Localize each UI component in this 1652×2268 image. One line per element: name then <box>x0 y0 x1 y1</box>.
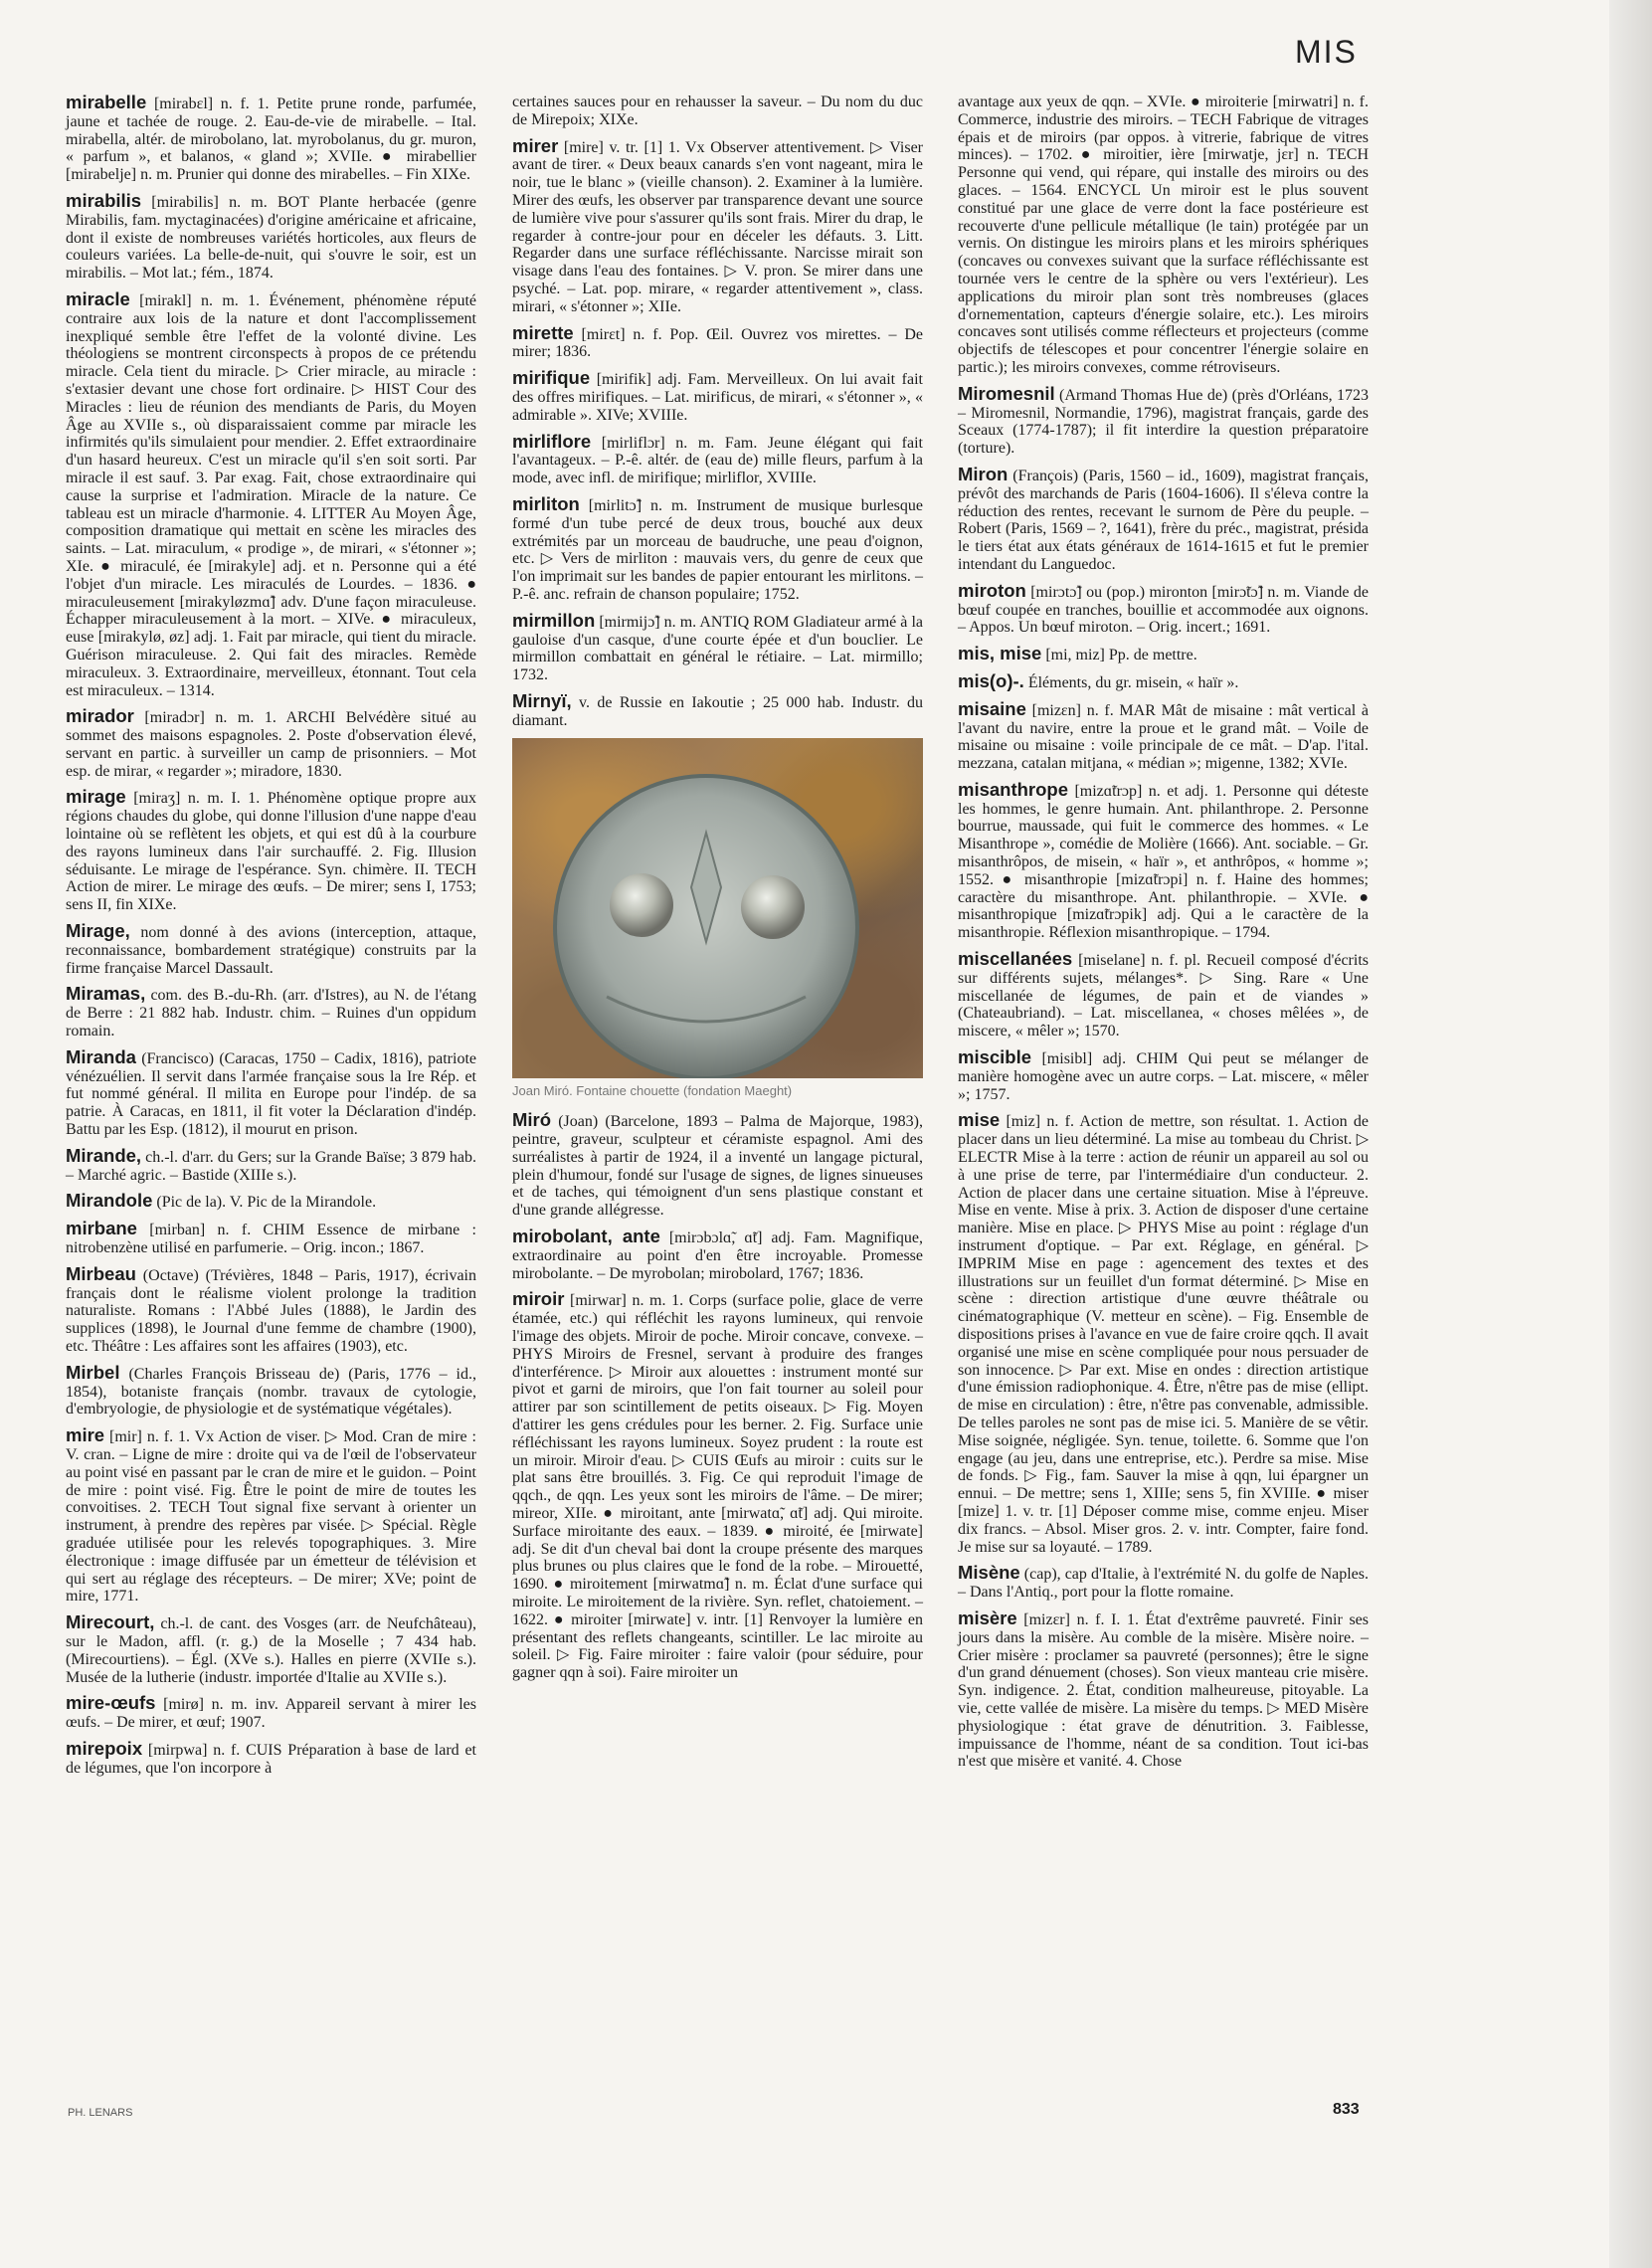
dictionary-entry <box>512 1290 923 1682</box>
entry-definition: (Armand Thomas Hue de) (près d'Orléans, 1723 – Miromesnil, Normandie, 1796), magistrat français, garde des Sceaux (1774-1787); il fit interdire la question préparatoire (torture). <box>958 386 1369 458</box>
entry-definition: (cap), cap d'Italie, à l'extrémité N. du golfe de Naples. – Dans l'Antiq., port pour la flotte romaine. <box>958 1566 1369 1602</box>
entry-definition: [mizɑ̃trɔp] n. et adj. 1. Personne qui déteste les hommes, le genre humain. Ant. philanthrope. 2. Personne bourrue, maussade, qui fuit le commerce des hommes. « Le Misanthrope », comédie de Molière (1666). Ant. sociable. – Gr. misanthrôpos, de misein, « haïr », et anthrôpos, « homme »; 1552. ● misanthropie [mizɑ̃trɔpi] n. f. Haine des hommes; caractère du misanthrope. Ant. philanthropie. – XVIe. ● misanthropique [mizɑ̃trɔpik] adj. Qui a le caractère de la misanthropie. Réflexion misanthropique. – 1794. <box>958 782 1369 942</box>
entry-definition: [mirban] n. f. CHIM Essence de mirbane : nitrobenzène utilisé en parfumerie. – Orig. incon.; 1867. <box>66 1222 476 1257</box>
dictionary-entry <box>958 579 1369 637</box>
entry-definition: (Joan) (Barcelone, 1893 – Palma de Majorque, 1983), peintre, graveur, sculpteur et céramiste espagnol. Ami des surréalistes à partir de 1924, il a inventé un langage pictural, plein d'humour, fondé sur l'usage de signes, de lignes sinueuses et de taches, qui témoignent d'un sens plastique constant et d'une grande allégresse. <box>512 1113 923 1220</box>
entry-definition: [mirliflɔr] n. m. Fam. Jeune élégant qui fait l'avantageux. – P.-ê. altér. de (eau de) mille fleurs, parfum à la mode, avec infl. de mirifique; mirliflor, XVIIIe. <box>512 434 923 487</box>
entry-definition: [mirpwa] n. f. CUIS Préparation à base de lard et de légumes, que l'on incorpore à <box>66 1741 476 1777</box>
entry-headword: miscellanées <box>958 948 1073 970</box>
dictionary-entry <box>66 94 476 184</box>
owl-right-eye <box>741 875 805 939</box>
dictionary-entry <box>512 1111 923 1220</box>
entry-definition: nom donné à des avions (interception, attaque, reconnaissance, bombardement stratégique) construits par la firme française Marcel Dassault. <box>66 924 476 977</box>
entry-headword: Miron <box>958 463 1009 484</box>
dictionary-entry <box>66 707 476 780</box>
owl-sculpture-image <box>512 738 923 1078</box>
entry-headword: mise <box>958 1109 1001 1131</box>
entry-headword: mirette <box>512 321 574 343</box>
dictionary-entry <box>66 985 476 1040</box>
dictionary-entry <box>66 1192 476 1212</box>
running-head: MIS <box>1295 34 1358 70</box>
entry-definition: [mir] n. f. 1. Vx Action de viser. ▷ Mod. Cran de mire : V. cran. – Ligne de mire : droite qui va de l'œil de l'observateur au point visé en passant par le cran de mire et le guidon. – Point de mire : point visé. Fig. Être le point de mire de toutes les convoitises. 2. TECH Tout signal fixe servant à orienter un instrument, à prendre des repères par visée. ▷ Spécial. Règle graduée utilisée pour les relevés topographiques. 3. Mire électronique : image diffusée par un émetteur de télévision et qui sert au réglage des récepteurs. – De mirer; XVe; point de mire, 1771. <box>66 1428 476 1606</box>
entry-definition: Éléments, du gr. misein, « haïr ». <box>1023 673 1239 691</box>
page-edge-shadow <box>1609 0 1652 2268</box>
entry-headword: Miramas, <box>66 983 146 1005</box>
entry-headword: miscible <box>958 1046 1032 1068</box>
entry-definition: [mirabɛl] n. f. 1. Petite prune ronde, parfumée, jaune et tachée de rouge. 2. Eau-de-vie de mirabelle. – Ital. mirabella, altér. de mirobolano, lat. myrobolanus, du gr. muron, « parfum », et balanos, « gland »; XVIIe. ● mirabellier [mirabelje] n. m. Prunier qui donne des mirabelles. – Fin XIXe. <box>66 95 476 184</box>
entry-headword: mirmillon <box>512 609 596 631</box>
entry-headword: Mirbel <box>66 1361 120 1383</box>
dictionary-entry <box>512 369 923 424</box>
dictionary-entry <box>512 689 923 730</box>
column-1 <box>66 94 476 1786</box>
entry-headword: mire-œufs <box>66 1692 156 1714</box>
dictionary-entry <box>958 1564 1369 1602</box>
entry-headword: mis(o)-. <box>958 669 1024 691</box>
entry-definition: [mirabilis] n. m. BOT Plante herbacée (genre Mirabilis, fam. myctaginacées) d'origine américaine et africaine, dont il existe de nombreuses variétés horticoles, aux fleurs de couleurs variées. La belle-de-nuit, qui s'ouvre le soir, est un mirabilis. – Mot lat.; fém., 1874. <box>66 193 476 283</box>
entry-definition: [mirø] n. m. inv. Appareil servant à mirer les œufs. – De mirer, et œuf; 1907. <box>66 1696 476 1732</box>
entry-definition: (Charles François Brisseau de) (Paris, 1776 – id., 1854), botaniste français (nombr. travaux de cytologie, d'embryologie, de physiologie et de systématique végétales). <box>66 1365 476 1418</box>
dictionary-entry <box>958 645 1369 664</box>
entry-headword: misanthrope <box>958 778 1069 800</box>
entry-headword: mirliflore <box>512 430 592 452</box>
dictionary-entry <box>958 1606 1369 1771</box>
entry-headword: mis, mise <box>958 643 1042 664</box>
dictionary-entry <box>66 1144 476 1185</box>
photo-caption: Joan Miró. Fontaine chouette (fondation Maeght) <box>512 1082 793 1098</box>
entry-definition: [miradɔr] n. m. 1. ARCHI Belvédère situé au sommet des maisons espagnoles. 2. Poste d'observation élevé, servant en partic. à surveiller un camp de prisonniers. – Mot esp. de mirar, « regarder »; miradore, 1830. <box>66 709 476 780</box>
entry-headword: mirador <box>66 705 134 727</box>
page-number: 833 <box>1333 2101 1360 2118</box>
dictionary-entry <box>512 321 923 362</box>
dictionary-entry <box>66 788 476 914</box>
dictionary-entry <box>66 1220 476 1257</box>
entry-headword: misère <box>958 1606 1017 1628</box>
entry-definition: [mirifik] adj. Fam. Merveilleux. On lui avait fait des offres mirifiques. – Lat. mirificus, de mirari, « s'étonner », « admirable ». XIVe; XVIIIe. <box>512 371 923 424</box>
entry-headword: miroir <box>512 1288 565 1310</box>
dictionary-entry <box>66 1737 476 1778</box>
dictionary-entry <box>958 382 1369 458</box>
dictionary-entry <box>66 1613 476 1686</box>
entry-definition: certaines sauces pour en rehausser la saveur. – Du nom du duc de Mirepoix; XIXe. <box>512 94 923 128</box>
entry-definition: com. des B.-du-Rh. (arr. d'Istres), au N. de l'étang de Berre : 21 882 hab. Industr. chim. – Ruines d'un oppidum romain. <box>66 987 476 1040</box>
entry-definition: [mizɛr] n. f. I. 1. État d'extrême pauvreté. Finir ses jours dans la misère. Au comble de la misère. Misère noire. – Crier misère : proclamer sa pauvreté (personnes); être le signe d'un grand dénuement (choses). Son vieux manteau crie misère. Syn. indigence. 2. État, condition malheureuse, pitoyable. La vie, cette vallée de misère. La misère du temps. ▷ MED Misère physiologique : état grave de dénutrition. 3. Faiblesse, impuissance de l'homme, néant de sa condition. Tout ici-bas n'est que misère et vanité. 4. Chose <box>958 1610 1369 1771</box>
entry-headword: mirage <box>66 786 126 808</box>
dictionary-entry <box>66 287 476 699</box>
entry-headword: Misène <box>958 1562 1020 1584</box>
entry-headword: Miromesnil <box>958 382 1055 404</box>
entry-headword: Mirande, <box>66 1144 142 1166</box>
dictionary-entry <box>512 94 923 129</box>
dictionary-entry <box>958 669 1369 692</box>
dictionary-entry <box>512 134 923 316</box>
entry-definition: v. de Russie en Iakoutie ; 25 000 hab. Industr. du diamant. <box>512 693 923 729</box>
dictionary-entry <box>958 950 1369 1040</box>
entry-headword: mirabilis <box>66 189 142 211</box>
dictionary-entry <box>512 492 923 604</box>
photo-credit: PH. LENARS <box>68 2107 133 2119</box>
entry-headword: Miranda <box>66 1045 136 1067</box>
entry-headword: Miró <box>512 1109 552 1131</box>
entry-definition: [mirɔtɔ̃] ou (pop.) mironton [mirɔ̃tɔ̃] n. m. Viande de bœuf coupée en tranches, bouillie et accommodée aux oignons. – Appos. Un bœuf miroton. – Orig. incert.; 1691. <box>958 583 1369 637</box>
dictionary-entry <box>66 1361 476 1418</box>
entry-definition: [mirwar] n. m. 1. Corps (surface polie, glace de verre étamée, etc.) qui réfléchit les rayons lumineux, qui renvoie l'image des objets. Miroir de poche. Miroir concave, convexe. – PHYS Miroirs de Fresnel, servant à produire des franges d'interférence. ▷ Miroir aux alouettes : instrument monté sur pivot et garni de miroirs, que l'on fait tourner au soleil pour attirer par son scintillement de petits oiseaux. ▷ Fig. Moyen d'attirer les gens crédules pour les berner. 2. Fig. Surface unie réfléchissant les rayons lumineux. Soyez prudent : la route est un miroir. Miroir d'eau. ▷ CUIS Œufs au miroir : cuits sur le plat sans être brouillés. 3. Fig. Ce qui reproduit l'image de qqch., de qqn. Les yeux sont les miroirs de l'âme. – De mirer; mireor, XIIe. ● miroitant, ante [mirwatɑ̃, ɑ̃t] adj. Qui miroite. Surface miroitante des eaux. – 1839. ● miroité, ée [mirwate] adj. Se dit d'un cheval bai dont la croupe présente des marques plus brunes ou plus claires que le fond de la robe. – Mirouetté, 1690. ● miroitement [mirwatmɑ̃] n. m. Éclat d'une surface qui miroite. Le miroitement de la rivière. Syn. reflet, chatoiement. – 1622. ● miroiter [mirwate] v. intr. [1] Renvoyer la lumière en présentant des reflets changeants, scintiller. Le lac miroite au soleil. ▷ Fig. Faire miroiter : faire valoir (pour séduire, pour gagner qqn à soi). Faire miroiter un <box>512 1292 923 1682</box>
entry-definition: [mirɔbɔlɑ̃, ɑ̃t] adj. Fam. Magnifique, extraordinaire au point d'en être incroyable. Promesse mirobolante. – De myrobolan; mirobolard, 1767; 1836. <box>512 1229 923 1282</box>
entry-headword: Mirecourt, <box>66 1611 155 1633</box>
dictionary-entry <box>958 1048 1369 1103</box>
dictionary-entry <box>958 94 1369 377</box>
entry-definition: (Octave) (Trévières, 1848 – Paris, 1917), écrivain français dont le réalisme violent prolonge la tradition naturaliste. Romans : l'Abbé Jules (1888), le Jardin des supplices (1898), le Journal d'une femme de chambre (1900), etc. Théâtre : Les affaires sont les affaires (1903), etc. <box>66 1266 476 1355</box>
entry-definition: [mizɛn] n. f. MAR Mât de misaine : mât vertical à l'avant du navire, entre la proue et le grand mât. – Voile de misaine ou misaine : voile principale de ce mât. – D'ap. l'ital. mezzana, catalan mitjana, « médian »; migenne, 1382; XVIe. <box>958 701 1369 773</box>
entry-definition: [mi, miz] Pp. de mettre. <box>1041 647 1197 664</box>
entry-headword: Mirage, <box>66 920 130 942</box>
dictionary-entry <box>958 463 1369 574</box>
owl-left-eye <box>610 873 673 937</box>
dictionary-entry <box>66 1262 476 1356</box>
column-3 <box>958 94 1369 1779</box>
entry-definition: [misibl] adj. CHIM Qui peut se mélanger de manière homogène avec un autre corps. – Lat. miscere, « mêler »; 1757. <box>958 1050 1369 1103</box>
entry-headword: miroton <box>958 579 1026 601</box>
entry-headword: Mirnyï, <box>512 689 572 711</box>
entry-definition: [mire] v. tr. [1] 1. Vx Observer attentivement. ▷ Viser avant de tirer. « Deux beaux canards s'en vont nageant, mira le noir, tue le blanc » (vieille chanson). 2. Examiner à la lumière. Mirer des œufs, les observer par transparence devant une source de lumière vive pour s'assurer qu'ils sont frais. Mirer du drap, le regarder à contre-jour pour en déceler les défauts. 3. Litt. Regarder dans une surface réfléchissante. Narcisse mirait son visage dans l'eau des fontaines. ▷ V. pron. Se mirer dans une psyché. – Lat. pop. mirare, « regarder attentivement », class. mirari, « s'étonner »; XIIe. <box>512 138 923 315</box>
entry-definition: [miraʒ] n. m. I. 1. Phénomène optique propre aux régions chaudes du globe, qui donne l'illusion d'une nappe d'eau lointaine où se reflètent les objets, et qui est dû à la courbure des rayons lumineux dans l'air surchauffé. 2. Fig. Illusion séduisante. Le mirage de l'espérance. Syn. chimère. II. TECH Action de mirer. Le mirage des œufs. – De mirer; sens I, 1753; sens II, fin XIXe. <box>66 790 476 914</box>
entry-headword: Mirandole <box>66 1190 153 1212</box>
dictionary-entry <box>66 922 476 977</box>
entry-definition: avantage aux yeux de qqn. – XVIe. ● miroiterie [mirwatri] n. f. Commerce, industrie des miroirs. – TECH Fabrique de vitrages épais et de miroirs (par oppos. à vitrerie, fabrique de vitres minces). – 1702. ● miroitier, ière [mirwatje, jɛr] n. TECH Personne qui vend, qui répare, qui installe des miroirs ou des glaces. – 1564. ENCYCL Un miroir est le plus souvent constitué par une glace de verre dont la face postérieure est recouverte d'une pellicule métallique (le tain) protégée par un vernis. On distingue les miroirs plans et les miroirs sphériques (concaves ou convexes suivant que la surface réfléchissante est tournée vers le centre de la sphère ou vers l'extérieur). Les applications du miroir plan sont très nombreuses (glaces d'ornementation, capteurs d'énergie solaire, etc.). Les miroirs concaves sont utilisés comme réflecteurs et projecteurs (comme objectifs de télescopes et pour concentrer l'énergie solaire en partic.); les miroirs convexes, comme rétroviseurs. <box>958 94 1369 376</box>
entry-definition: [mirlitɔ̃] n. m. Instrument de musique burlesque formé d'un tube percé de deux trous, bouché aux deux extrémités par un morceau de baudruche, une peau d'oignon, etc. ▷ Vers de mirliton : mauvais vers, du genre de ceux que l'on imprimait sur les bandes de papier entourant les mirlitons. – P.-ê. anc. refrain de chanson populaire; 1752. <box>512 496 923 603</box>
dictionary-entry <box>512 609 923 684</box>
entry-headword: mirepoix <box>66 1737 143 1759</box>
dictionary-entry <box>66 189 476 283</box>
entry-headword: mirobolant, ante <box>512 1226 660 1247</box>
entry-definition: [mirmijɔ̃] n. m. ANTIQ ROM Gladiateur armé à la gauloise d'un casque, d'une courte épée et d'un bouclier. Le mirmillon combattait en général le rétiaire. – Lat. mirmillo; 1732. <box>512 613 923 684</box>
entry-definition: [miselane] n. f. pl. Recueil composé d'écrits sur différents sujets, mélanges*. ▷ Sing. Rare « Une miscellanée de légumes, de pain et de viandes » (Chateaubriand). – Lat. miscellanea, « choses mêlées », de miscere, « mêler »; 1570. <box>958 952 1369 1040</box>
column-2 <box>512 94 923 1690</box>
entry-definition: ch.-l. de cant. des Vosges (arr. de Neufchâteau), sur le Madon, affl. (r. g.) de la Moselle ; 7 434 hab. (Mirecourtiens). – Égl. (XVe s.). Halles en pierre (XVIIe s.). Musée de la lutherie (industr. importée d'Italie au XVIIe s.). <box>66 1615 476 1686</box>
dictionary-entry <box>512 1228 923 1282</box>
dictionary-entry <box>66 1045 476 1139</box>
dictionary-entry <box>958 697 1369 773</box>
entry-headword: miracle <box>66 287 130 309</box>
entry-definition: (François) (Paris, 1560 – id., 1609), magistrat français, prévôt des marchands de Paris (1604-1606). Il s'éleva contre la réduction des rentes, recevant le surnom de Père du peuple. – Robert (Paris, 1569 – ?, 1641), frère du préc., magistrat, présida le tiers état aux états généraux de 1614-1615 et fut le premier intendant du Languedoc. <box>958 467 1369 573</box>
entry-headword: mirliton <box>512 492 580 514</box>
dictionary-entry <box>958 778 1369 942</box>
entry-headword: misaine <box>958 697 1026 719</box>
entry-definition: [mirakl] n. m. 1. Événement, phénomène réputé contraire aux lois de la nature et dont l'accomplissement inexpliqué semble être l'effet de la volonté divine. Les théologiens se montrent circonspects à propos de ce prétendu miracle. Cela tient du miracle. ▷ Crier miracle, au miracle : s'extasier devant une chose fort ordinaire. ▷ HIST Cour des Miracles : lieu de réunion des mendiants de Paris, du Moyen Âge au XVIIe s., où disparaissaient comme par miracle les infirmités qu'ils simulaient pour mendier. 2. Effet extraordinaire d'un hasard heureux. C'est un miracle qu'il s'en soit sorti. Par miracle il est sauf. 3. Par exag. Fait, chose extraordinaire qui cause la surprise et l'admiration. Miracle de la nature. Ce tableau est un miracle d'harmonie. 4. LITTER Au Moyen Âge, composition dramatique qui mettait en scène les miracles des saints. – Lat. miraculum, « prodige », de mirari, « s'étonner »; XIe. ● miraculé, ée [mirakyle] adj. et n. Personne qui a été l'objet d'un miracle. Les miraculés de Lourdes. – 1836. ● miraculeusement [mirakyløzmɑ̃] adv. D'une façon miraculeuse. Échapper miraculeusement à la mort. – XIVe. ● miraculeux, euse [mirakylø, øz] adj. 1. Fait par miracle, qui tient du miracle. Guérison miraculeuse. 2. Qui fait des miracles. Remède miraculeux. 3. Extraordinaire, merveilleux, étonnant. Tout cela est miraculeux. – 1314. <box>66 291 476 699</box>
entry-definition: ch.-l. d'arr. du Gers; sur la Grande Baïse; 3 879 hab. – Marché agric. – Bastide (XIIIe s.). <box>66 1148 476 1184</box>
dictionary-entry <box>512 430 923 487</box>
entry-definition: (Pic de la). V. Pic de la Mirandole. <box>152 1194 377 1212</box>
entry-headword: mire <box>66 1424 105 1446</box>
entry-definition: [mirɛt] n. f. Pop. Œil. Ouvrez vos mirettes. – De mirer; 1836. <box>512 325 923 361</box>
dictionary-entry <box>66 1694 476 1732</box>
entry-definition: [miz] n. f. Action de mettre, son résultat. 1. Action de placer dans un lieu déterminé. La mise au tombeau du Christ. ▷ ELECTR Mise à la terre : action de réunir un appareil au sol ou à une prise de terre, par l'intermédiaire d'un conducteur. 2. Action de placer dans une certaine situation. Mise à l'épreuve. Mise en vente. Mise à prix. 3. Action de disposer d'une certaine manière. Mise en place. ▷ PHYS Mise au point : réglage d'un instrument d'optique. – Par ext. Réglage, en général. ▷ IMPRIM Mise en page : agencement des textes et des illustrations sur un feuillet d'un format déterminé. ▷ Mise en scène : direction artistique d'une œuvre théâtrale ou cinématographique (V. metteur en scène). – Fig. Ensemble de dispositions prises à l'avance en vue de faire croire qqch. Il avait organisé une mise en scène compliquée pour nous persuader de son innocence. ▷ Par ext. Mise en ondes : direction artistique d'une émission radiophonique. 4. Être, n'être pas de mise (ellipt. de mise en circulation) : être, n'être pas convenable, admissible. De telles paroles ne sont pas de mise ici. 5. Manière de se vêtir. Mise soignée, négligée. Syn. tenue, toilette. 6. Somme que l'on engage (au jeu, dans une entreprise, etc.). Perdre sa mise. Mise de fonds. ▷ Fig., fam. Sauver la mise à qqn, lui épargner un ennui. – De mettre; sens 1, XIIIe; sens 5, fin XVIIIe. ● miser [mize] 1. v. tr. [1] Déposer comme mise, comme enjeu. Miser dix francs. – Absol. Miser gros. 2. v. intr. Compter, faire fond. Je mise sur sa loyauté. – 1789. <box>958 1113 1369 1556</box>
entry-headword: mirifique <box>512 367 591 389</box>
dictionary-entry <box>66 1426 476 1606</box>
entry-headword: mirer <box>512 134 559 156</box>
entry-headword: mirabelle <box>66 92 147 112</box>
entry-headword: mirbane <box>66 1218 137 1239</box>
dictionary-entry <box>958 1111 1369 1556</box>
entry-headword: Mirbeau <box>66 1262 136 1284</box>
entry-definition: (Francisco) (Caracas, 1750 – Cadix, 1816), patriote vénézuélien. Il servit dans l'armée française sous la Ire Rép. et fut nommé général. Il milita en Europe pour l'indép. de sa patrie. À Caracas, en 1811, il fit voter la Déclaration d'indép. Battu par les Esp. (1812), il mourut en prison. <box>66 1049 476 1139</box>
photo-fontaine-chouette <box>512 738 923 1078</box>
